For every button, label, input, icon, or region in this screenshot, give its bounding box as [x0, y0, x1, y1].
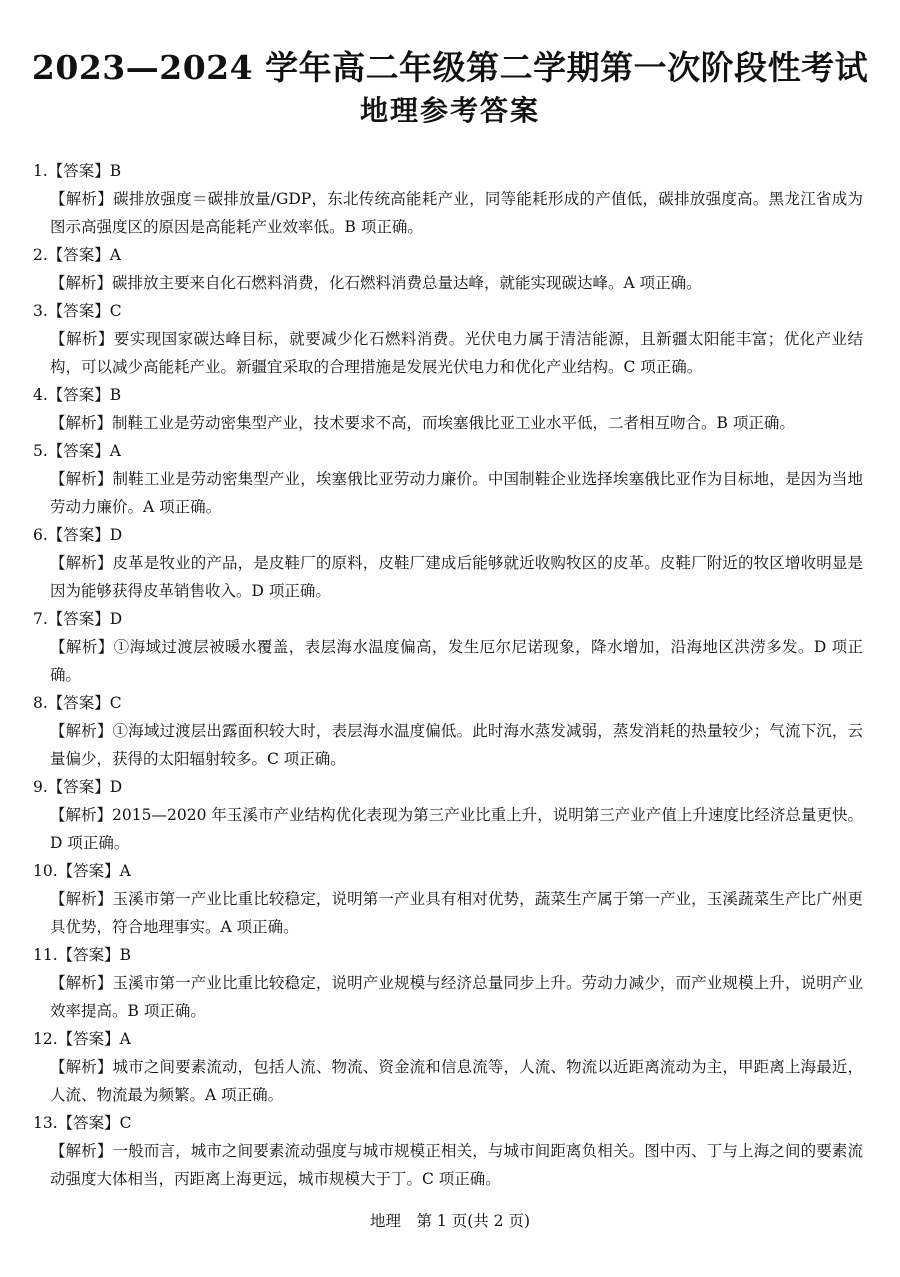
answer-label: 4.【答案】B	[33, 386, 122, 404]
answer-label: 12.【答案】A	[33, 1030, 131, 1048]
answer-explanation: 【解析】玉溪市第一产业比重比较稳定，说明第一产业具有相对优势，蔬菜生产属于第一产业，玉溪蔬菜生产比广州更具优势，符合地理事实。A 项正确。	[50, 890, 863, 936]
answer-explanation: 【解析】碳排放强度＝碳排放量/GDP，东北传统高能耗产业，同等能耗形成的产值低，碳排放强度高。黑龙江省成为图示高强度区的原因是高能耗产业效率低。B 项正确。	[50, 190, 863, 236]
answer-explanation: 【解析】①海域过渡层出露面积较大时，表层海水温度偏低。此时海水蒸发减弱，蒸发消耗的热量较少；气流下沉，云量偏少，获得的太阳辐射较多。C 项正确。	[50, 722, 863, 768]
answer-explanation: 【解析】玉溪市第一产业比重比较稳定，说明产业规模与经济总量同步上升。劳动力减少，而产业规模上升，说明产业效率提高。B 项正确。	[50, 974, 863, 1020]
answer-item-4	[33, 381, 863, 437]
answer-label: 11.【答案】B	[33, 946, 132, 964]
answer-label: 9.【答案】D	[33, 778, 123, 796]
answer-label: 2.【答案】A	[33, 246, 121, 264]
answer-item-1	[33, 157, 863, 241]
answer-label: 10.【答案】A	[33, 862, 131, 880]
answer-explanation: 【解析】制鞋工业是劳动密集型产业，埃塞俄比亚劳动力廉价。中国制鞋企业选择埃塞俄比亚作为目标地，是因为当地劳动力廉价。A 项正确。	[50, 470, 863, 516]
answer-item-9	[33, 773, 863, 857]
answer-label: 1.【答案】B	[33, 162, 122, 180]
answer-explanation: 【解析】一般而言，城市之间要素流动强度与城市规模正相关，与城市间距离负相关。图中丙、丁与上海之间的要素流动强度大体相当，丙距离上海更远，城市规模大于丁。C 项正确。	[50, 1142, 863, 1188]
answer-explanation: 【解析】皮革是牧业的产品，是皮鞋厂的原料，皮鞋厂建成后能够就近收购牧区的皮革。皮鞋厂附近的牧区增收明显是因为能够获得皮革销售收入。D 项正确。	[50, 554, 863, 600]
answer-explanation: 【解析】要实现国家碳达峰目标，就要减少化石燃料消费。光伏电力属于清洁能源，且新疆太阳能丰富；优化产业结构，可以减少高能耗产业。新疆宜采取的合理措施是发展光伏电力和优化产业结构。C 项正确。	[50, 330, 863, 376]
page-footer: 地理 第 1 页(共 2 页)	[369, 1212, 531, 1230]
answer-item-7	[33, 605, 863, 689]
answer-item-6	[33, 521, 863, 605]
answer-label: 7.【答案】D	[33, 610, 123, 628]
answer-label: 8.【答案】C	[33, 694, 122, 712]
answer-item-12	[33, 1025, 863, 1109]
answer-item-2	[33, 241, 863, 297]
answer-label: 6.【答案】D	[33, 526, 123, 544]
answer-item-8	[33, 689, 863, 773]
answer-label: 5.【答案】A	[33, 442, 121, 460]
answer-explanation: 【解析】2015—2020 年玉溪市产业结构优化表现为第三产业比重上升，说明第三产业产值上升速度比经济总量更快。D 项正确。	[50, 806, 863, 852]
answer-item-5	[33, 437, 863, 521]
answer-list	[33, 157, 863, 1193]
exam-subtitle: 地理参考答案	[359, 94, 540, 127]
answer-explanation: 【解析】①海域过渡层被暖水覆盖，表层海水温度偏高，发生厄尔尼诺现象，降水增加，沿海地区洪涝多发。D 项正确。	[50, 638, 863, 684]
answer-explanation: 【解析】制鞋工业是劳动密集型产业，技术要求不高，而埃塞俄比亚工业水平低，二者相互吻合。B 项正确。	[50, 414, 795, 432]
answer-item-3	[33, 297, 863, 381]
answer-explanation: 【解析】碳排放主要来自化石燃料消费，化石燃料消费总量达峰，就能实现碳达峰。A 项正确。	[50, 274, 702, 292]
answer-label: 13.【答案】C	[33, 1114, 132, 1132]
answer-item-10	[33, 857, 863, 941]
exam-title: 2023—2024 学年高二年级第二学期第一次阶段性考试	[31, 48, 869, 87]
answer-item-11	[33, 941, 863, 1025]
answer-explanation: 【解析】城市之间要素流动，包括人流、物流、资金流和信息流等，人流、物流以近距离流动为主，甲距离上海最近，人流、物流最为频繁。A 项正确。	[50, 1058, 863, 1104]
answer-label: 3.【答案】C	[33, 302, 122, 320]
answer-item-13	[33, 1109, 863, 1193]
